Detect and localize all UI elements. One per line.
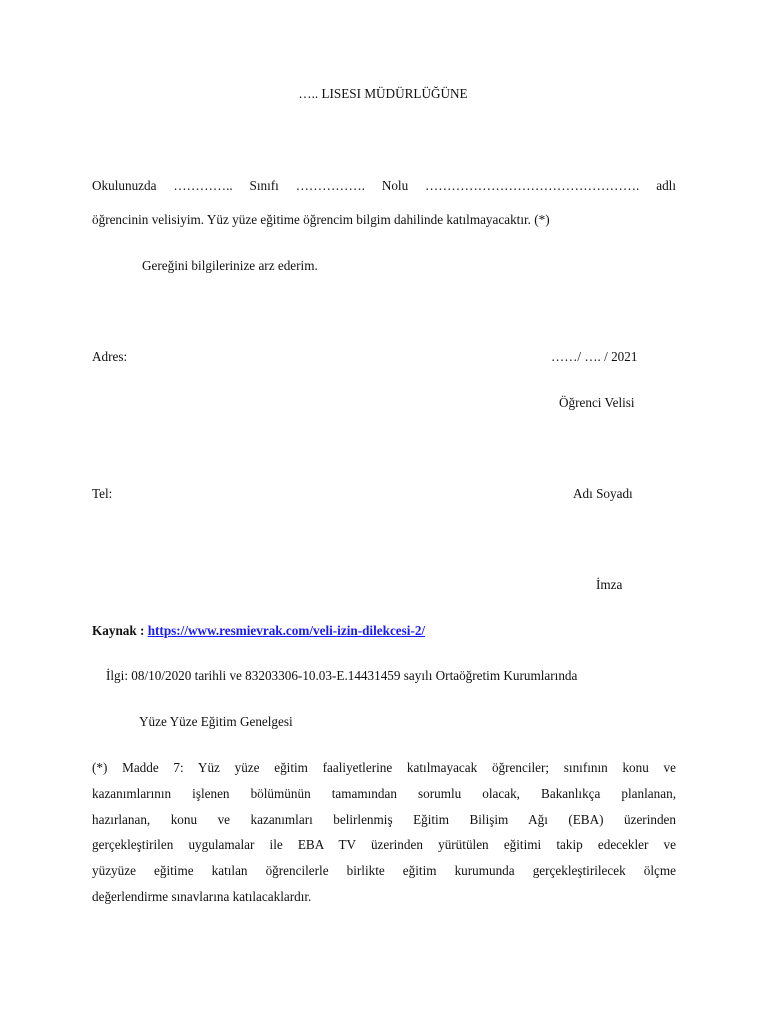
note-last-line: değerlendirme sınavlarına katılacaklardır. xyxy=(92,889,312,904)
phone-label: Tel: xyxy=(92,486,113,501)
address-label: Adres: xyxy=(92,349,128,364)
source-label: Kaynak : xyxy=(92,623,145,638)
note-line: kazanımlarının işlenen bölümünün tamamından sorumlu olacak, Bakanlıkça planlanan, xyxy=(92,786,676,801)
reference-line-2: Yüze Yüze Eğitim Genelgesi xyxy=(139,714,293,729)
note-line: gerçekleştirilen uygulamalar ile EBA TV üzerinden yürütülen eğitimi takip edecekler ve xyxy=(92,837,676,852)
reference-line-1: İlgi: 08/10/2020 tarihli ve 83203306-10.03-E.14431459 sayılı Ortaöğretim Kurumlarında xyxy=(106,668,578,683)
parent-statement-line: öğrencinin velisiyim. Yüz yüze eğitime öğrencim bilgim dahilinde katılmayacaktır. (*) xyxy=(92,212,550,227)
name-label: Adı Soyadı xyxy=(573,486,633,501)
signer-role: Öğrenci Velisi xyxy=(559,395,635,410)
date-field: ……/ …. / 2021 xyxy=(551,349,638,364)
signature-label: İmza xyxy=(596,577,623,592)
student-info-line: Okulunuzda ………….. Sınıfı ……………. Nolu …………………………………………. adlı xyxy=(92,178,676,193)
note-line: hazırlanan, konu ve kazanımları belirlenmiş Eğitim Bilişim Ağı (EBA) üzerinden xyxy=(92,812,676,827)
request-line: Gereğini bilgilerinize arz ederim. xyxy=(142,258,318,273)
source-line xyxy=(92,623,425,639)
document-title: ….. LISESI MÜDÜRLÜĞÜNE xyxy=(298,86,468,101)
source-link[interactable]: https://www.resmievrak.com/veli-izin-dilekcesi-2/ xyxy=(147,623,426,638)
note-line: (*) Madde 7: Yüz yüze eğitim faaliyetlerine katılmayacak öğrenciler; sınıfının konu ve xyxy=(92,760,676,775)
note-line: yüzyüze eğitime katılan öğrencilerle birlikte eğitim kurumunda gerçekleştirilecek ölçme xyxy=(92,863,676,878)
